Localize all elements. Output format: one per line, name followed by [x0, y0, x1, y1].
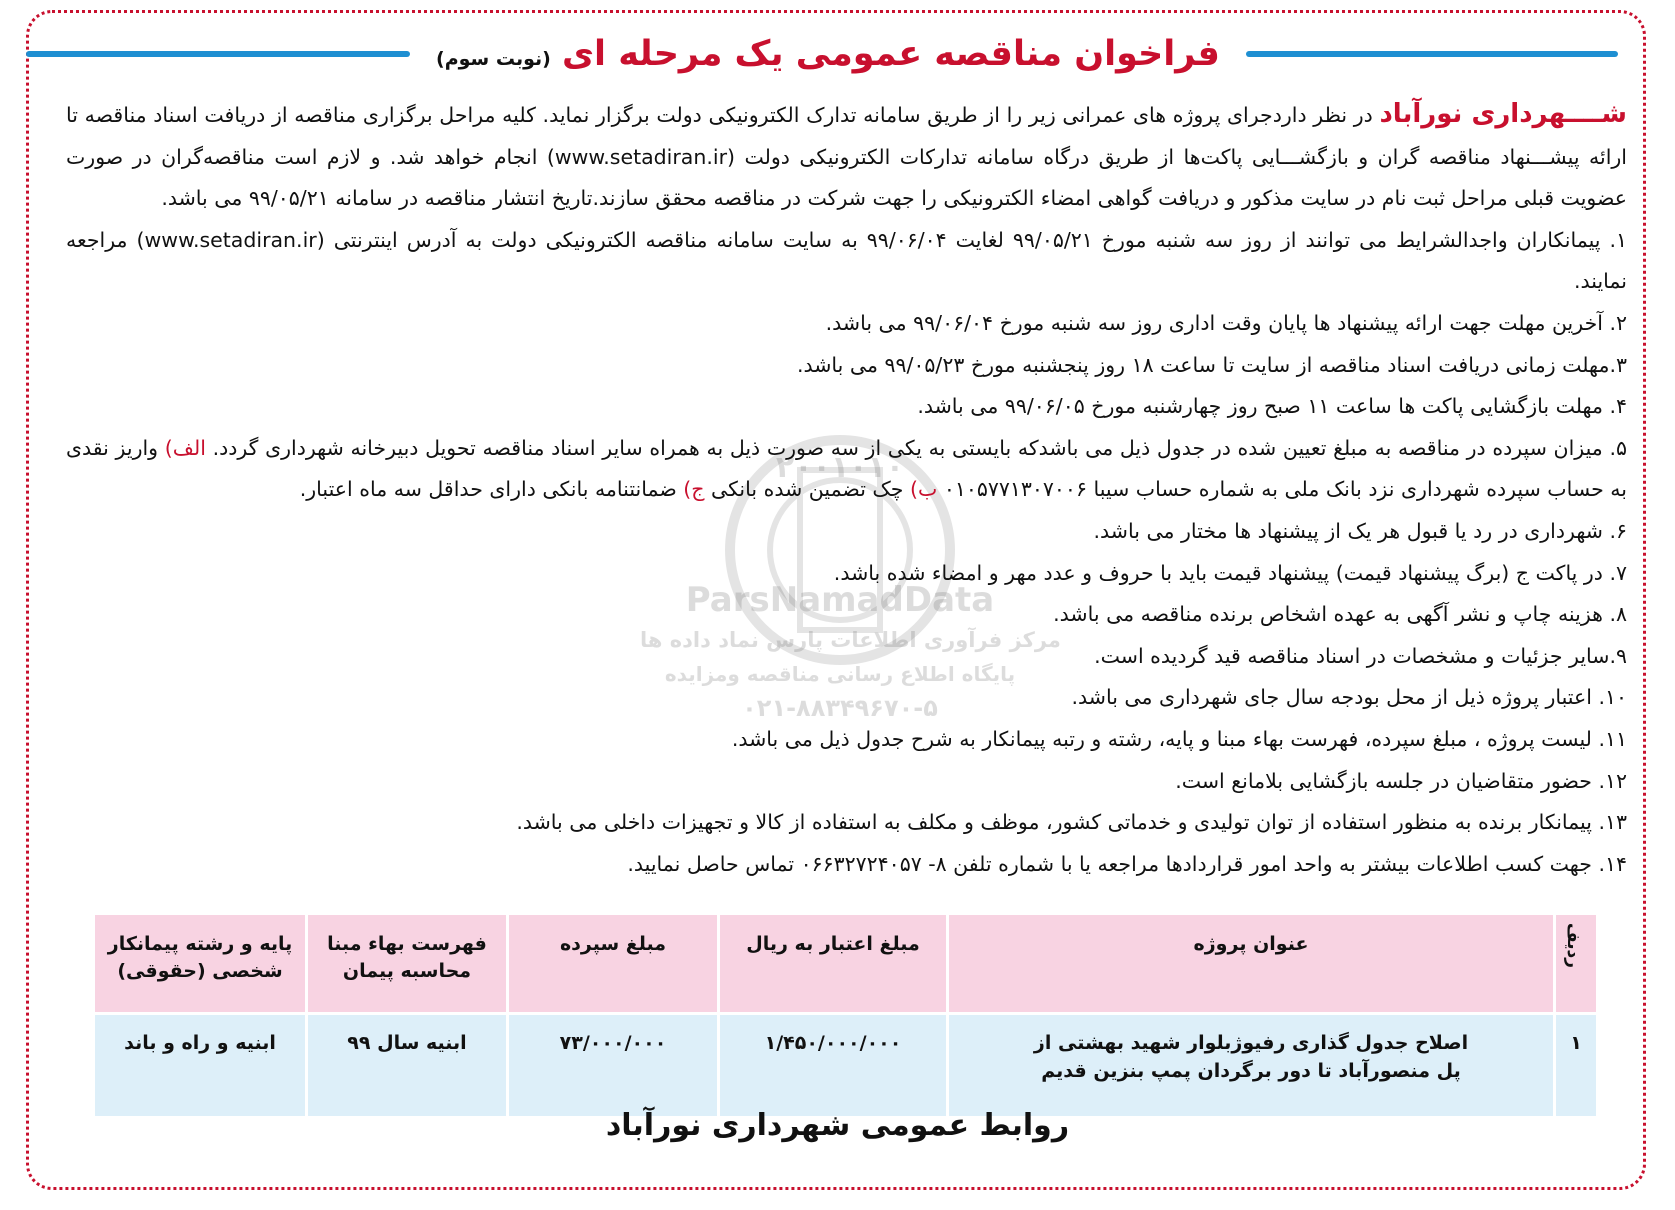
list-item: ۶. شهرداری در رد یا قبول هر یک از پیشنهاد ها مختار می باشد. — [1093, 518, 1627, 543]
list-item: ۱. پیمانکاران واجدالشرایط می توانند از روز سه شنبه مورخ ۹۹/۰۵/۲۱ لغایت ۹۹/۰۶/۰۴ به سایت سامانه مناقصه الکترونیکی دولت به آدرس اینترنتی (www.setadiran.ir) مراجعه نمایند. — [66, 227, 1628, 294]
deposit-text-3: چک تضمین شده بانکی — [704, 477, 910, 502]
marker-alef: الف) — [164, 435, 206, 460]
municipality-name: شــــهرداری نورآباد — [1379, 99, 1627, 129]
marker-jim: ج) — [683, 477, 705, 502]
title-row — [26, 26, 1646, 82]
header-row-number: ردیف — [1556, 915, 1596, 1012]
header-price-list: فهرست بهاء مبنا محاسبه پیمان — [308, 915, 506, 1012]
title-subtitle: (نوبت سوم) — [436, 48, 551, 70]
table-row — [95, 1015, 1596, 1116]
list-item: ۹.سایر جزئیات و مشخصات در اسناد مناقصه قید گردیده است. — [1094, 643, 1627, 668]
cell-price-list: ابنیه سال ۹۹ — [308, 1015, 506, 1116]
watermark-phone: ۰۲۱-۸۸۳۴۹۶۷۰-۵ — [742, 694, 938, 722]
deposit-text-2: واریز نقدی به حساب سپرده شهرداری نزد بانک ملی به شماره حساب سیبا ۰۱۰۵۷۷۱۳۰۷۰۰۶ — [66, 435, 1627, 502]
watermark-brand: ParsNamadData — [685, 580, 995, 620]
list-item: ۴. مهلت بازگشایی پاکت ها ساعت ۱۱ صبح روز چهارشنبه مورخ ۹۹/۰۶/۰۵ می باشد. — [917, 394, 1627, 419]
header-deposit: مبلغ سپرده — [509, 915, 717, 1012]
projects-table — [92, 912, 1599, 1119]
header-contractor-grade: پایه و رشته پیمانکار شخصی (حقوقی) — [95, 915, 305, 1012]
cell-deposit: ۷۳/۰۰۰/۰۰۰ — [509, 1015, 717, 1116]
cell-row-number: ۱ — [1556, 1015, 1596, 1116]
watermark-line2: پایگاه اطلاع رسانی مناقصه ومزایده — [664, 662, 1016, 686]
cell-contractor-grade: ابنیه و راه و باند — [95, 1015, 305, 1116]
list-item: ۱۱. لیست پروژه ، مبلغ سپرده، فهرست بهاء مبنا و پایه، رشته و رتبه پیمانکار به شرح جدول ذیل می باشد. — [731, 726, 1627, 751]
intro-paragraph — [66, 94, 1627, 220]
list-item: ۱۲. حضور متقاضیان در جلسه بازگشایی بلامانع است. — [1175, 768, 1627, 793]
list-item: ۷. در پاکت ج (برگ پیشنهاد قیمت) پیشنهاد قیمت باید با حروف و عدد مهر و امضاء شده باشد. — [833, 560, 1627, 585]
announcement-body — [66, 94, 1627, 885]
title-rule-left — [26, 51, 410, 57]
list-item: ۸. هزینه چاپ و نشر آگهی به عهده اشخاص برنده مناقصه می باشد. — [1053, 602, 1627, 627]
header-project-title: عنوان پروژه — [949, 915, 1553, 1012]
deposit-text-1: ۵. میزان سپرده در مناقصه به مبلغ تعیین شده در جدول ذیل می باشدکه بایستی به یکی از سه صورت ذیل به همراه سایر اسناد مناقصه تحویل دبیرخانه شهرداری گردد. — [205, 435, 1627, 460]
watermark-number: ۲۰۰۱۰۱۰ — [775, 450, 905, 485]
cell-credit: ۱/۴۵۰/۰۰۰/۰۰۰ — [720, 1015, 946, 1116]
cell-project-title: اصلاح جدول گذاری رفیوژبلوار شهید بهشتی از پل منصورآباد تا دور برگردان پمپ بنزین قدیم — [949, 1015, 1553, 1116]
list-item: ۱۴. جهت کسب اطلاعات بیشتر به واحد امور قراردادها مراجعه یا با شماره تلفن ۸- ۰۶۶۳۲۷۲۴۰۵۷ تماس حاصل نمایید. — [627, 851, 1627, 876]
list-item: ۳.مهلت زمانی دریافت اسناد مناقصه از سایت تا ساعت ۱۸ روز پنجشنبه مورخ ۹۹/۰۵/۲۳ می باشد. — [796, 352, 1627, 377]
list-item: ۱۰. اعتبار پروژه ذیل از محل بودجه سال جای شهرداری می باشد. — [1071, 685, 1627, 710]
footer-signature: روابط عمومی شهرداری نورآباد — [605, 1108, 1070, 1143]
watermark-line1: مرکز فرآوری اطلاعات پارس نماد داده ها — [640, 628, 1061, 652]
table-header-row — [95, 915, 1596, 1012]
header-credit: مبلغ اعتبار به ریال — [720, 915, 946, 1012]
page-title — [426, 26, 1230, 82]
list-item-deposit — [66, 428, 1627, 511]
title-rule-right — [1246, 51, 1618, 57]
marker-be: ب) — [909, 477, 938, 502]
title-main: فراخوان مناقصه عمومی یک مرحله ای — [561, 34, 1220, 74]
list-item: ۱۳. پیمانکار برنده به منظور استفاده از توان تولیدی و خدماتی کشور، موظف و مکلف به استفاده از کالا و تجهیزات داخلی می باشد. — [516, 810, 1627, 835]
intro-text: در نظر داردجرای پروژه های عمرانی زیر را از طریق سامانه تدارک الکترونیکی دولت برگزار نماید. کلیه مراحل برگزاری مناقصه از دریافت اسناد مناقصه تا ارائه پیشـــنهاد مناقصه گران و بازگشـــایی پاکت‌ها از طریق درگاه سامانه تدارکات الکترونیکی دولت (www.setadiran.ir) انجام خواهد شد. و لازم است مناقصه‌گران در صورت عضویت قبلی مراحل ثبت نام در سایت مذکور و دریافت گواهی امضاء الکترونیکی را جهت شرکت در مناقصه محقق سازند.تاریخ انتشار مناقصه در سامانه ۹۹/۰۵/۲۱ می باشد. — [66, 103, 1627, 211]
deposit-text-4: ضمانتنامه بانکی دارای حداقل سه ماه اعتبار. — [299, 477, 684, 502]
list-item: ۲. آخرین مهلت جهت ارائه پیشنهاد ها پایان وقت اداری روز سه شنبه مورخ ۹۹/۰۶/۰۴ می باشد. — [825, 310, 1627, 335]
